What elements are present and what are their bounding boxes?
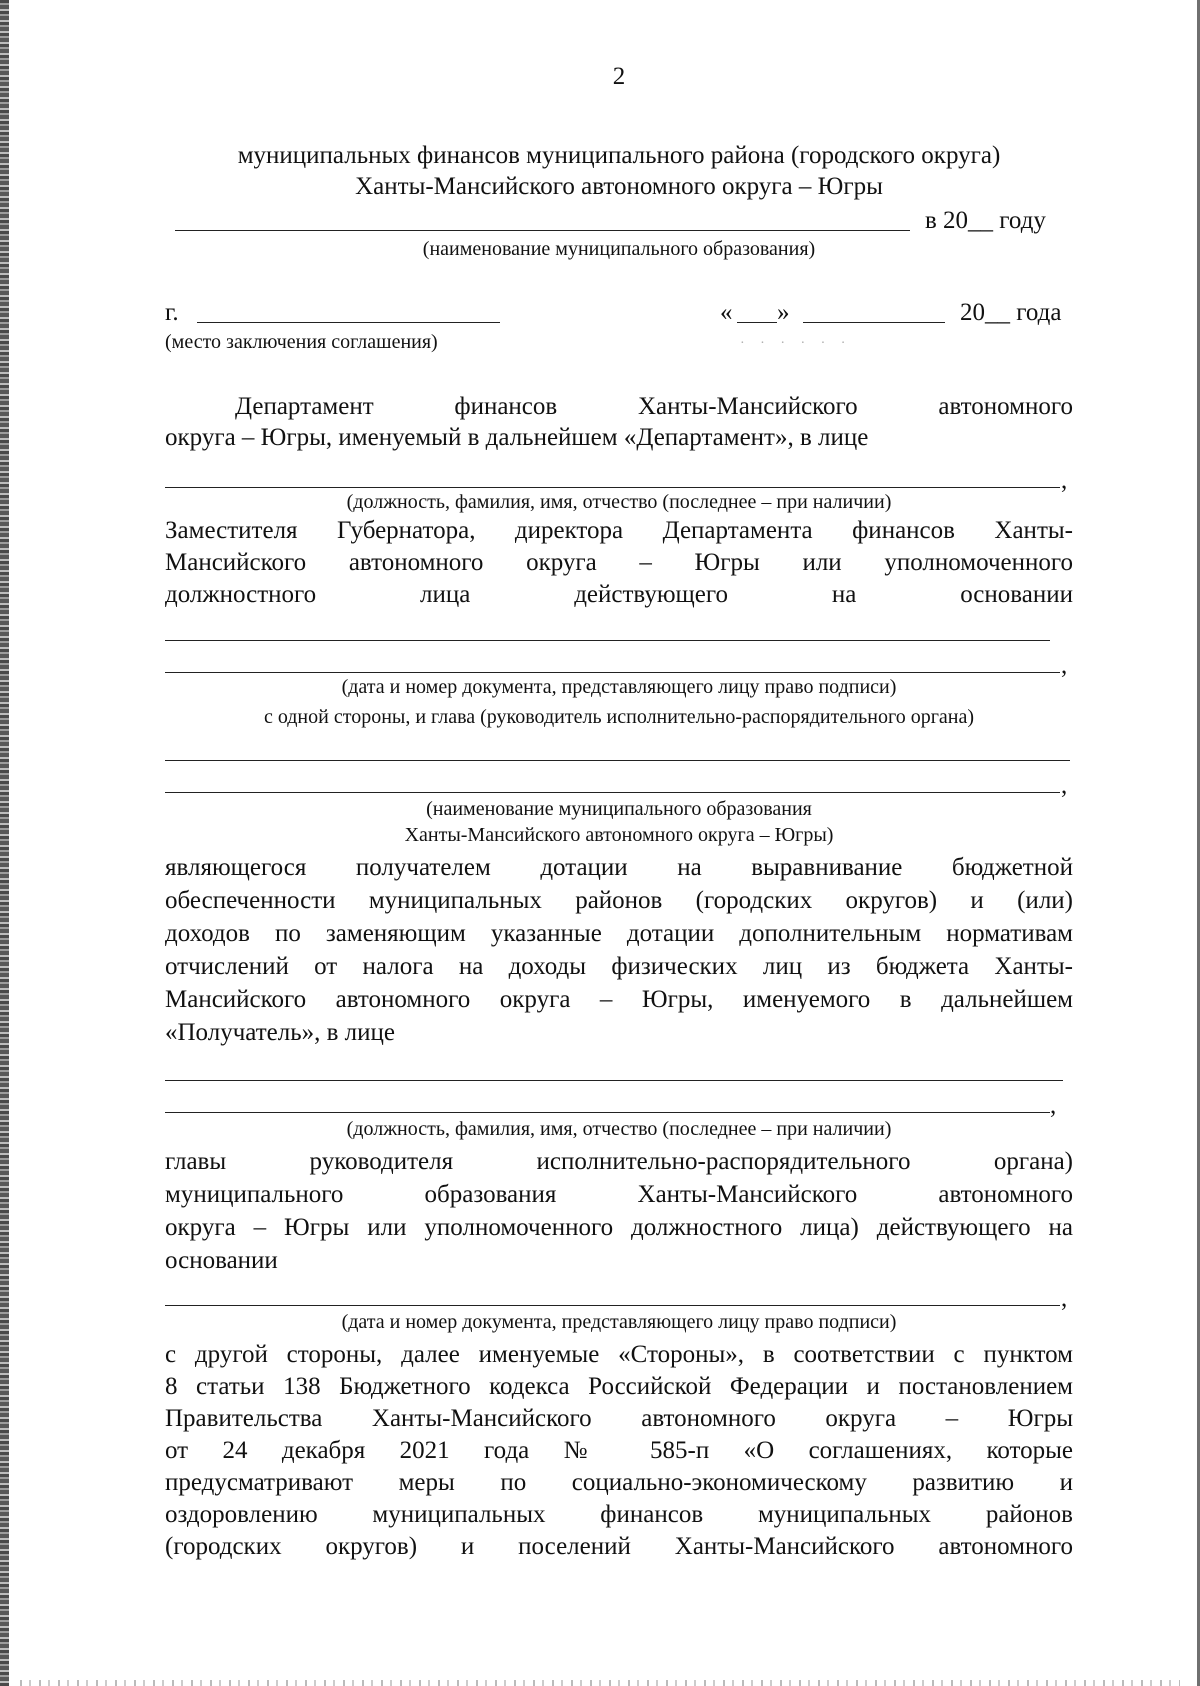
- closing-line-6: оздоровлению муниципальных финансов муниципальных районов: [165, 1501, 1073, 1528]
- comma: ,: [1061, 772, 1068, 799]
- department-line-3: Заместителя Губернатора, директора Департамента финансов Ханты-: [165, 517, 1073, 544]
- date-year: 20__ года: [960, 299, 1062, 326]
- recipient-head-field-1[interactable]: [165, 760, 1070, 761]
- recipient-line-5: Мансийского автономного округа – Югры, именуемого в дальнейшем: [165, 986, 1073, 1013]
- title-line-1: муниципальных финансов муниципального района (городского округа): [237, 142, 1001, 169]
- date-quote-close: »: [777, 299, 790, 326]
- scan-edge-left: [0, 0, 9, 1686]
- scan-speckle: · · · · · ·: [740, 336, 852, 351]
- department-line-1: Департамент финансов Ханты-Мансийского автономного: [235, 393, 1074, 420]
- closing-line-2: 8 статьи 138 Бюджетного кодекса Российской Федерации и постановлением: [165, 1373, 1073, 1400]
- recipient-line-10: основании: [165, 1247, 278, 1274]
- recipient-head-field-2[interactable]: [165, 792, 1060, 793]
- department-doc-hint: (дата и номер документа, представляющего лицу право подписи): [341, 676, 897, 698]
- department-basis-field-1[interactable]: [165, 640, 1050, 641]
- recipient-line-6: «Получатель», в лице: [165, 1019, 396, 1046]
- department-person-hint: (должность, фамилия, имя, отчество (последнее – при наличии): [346, 491, 892, 513]
- closing-line-4: от 24 декабря 2021 года № 585-п «О соглашениях, которые: [165, 1437, 1073, 1464]
- recipient-line-2: обеспеченности муниципальных районов (городских округов) и (или): [165, 887, 1073, 914]
- comma: ,: [1061, 652, 1068, 679]
- side-one-line: с одной стороны, и глава (руководитель исполнительно-распорядительного органа): [263, 706, 975, 728]
- comma: ,: [1061, 467, 1068, 494]
- recipient-person-hint: (должность, фамилия, имя, отчество (последнее – при наличии): [346, 1118, 892, 1140]
- date-month-field[interactable]: [803, 322, 945, 323]
- recipient-line-4: отчислений от налога на доходы физических лиц из бюджета Ханты-: [165, 953, 1073, 980]
- recipient-line-7: главы руководителя исполнительно-распорядительного органа): [165, 1148, 1073, 1175]
- recipient-person-field-1[interactable]: [165, 1080, 1063, 1081]
- recipient-basis-field[interactable]: [165, 1305, 1060, 1306]
- recipient-person-field-2[interactable]: [165, 1112, 1050, 1113]
- municipality-name-hint: (наименование муниципального образования): [422, 238, 816, 260]
- recipient-doc-hint: (дата и номер документа, представляющего лицу право подписи): [341, 1311, 897, 1333]
- recipient-mun-hint-1: (наименование муниципального образования: [426, 798, 812, 820]
- municipality-name-field[interactable]: [175, 230, 910, 231]
- department-basis-field-2[interactable]: [165, 672, 1060, 673]
- title-line-2: Ханты-Мансийского автономного округа – Югры: [355, 173, 883, 200]
- comma: ,: [1050, 1092, 1057, 1119]
- year-suffix: в 20__ году: [925, 207, 1046, 234]
- comma: ,: [1061, 1285, 1068, 1312]
- date-quote-open: «: [720, 299, 733, 326]
- recipient-line-8: муниципального образования Ханты-Мансийского автономного: [165, 1181, 1073, 1208]
- department-line-2: округа – Югры, именуемый в дальнейшем «Департамент», в лице: [165, 424, 869, 451]
- closing-line-1: с другой стороны, далее именуемые «Стороны», в соответствии с пунктом: [165, 1341, 1073, 1368]
- recipient-line-9: округа – Югры или уполномоченного должностного лица) действующего на: [165, 1214, 1073, 1241]
- page-number: 2: [612, 63, 626, 90]
- recipient-line-3: доходов по заменяющим указанные дотации дополнительным нормативам: [165, 920, 1073, 947]
- department-person-field[interactable]: [165, 487, 1060, 488]
- city-prefix: г.: [165, 299, 179, 326]
- recipient-mun-hint-2: Ханты-Мансийского автономного округа – Югры): [404, 824, 834, 846]
- place-hint: (место заключения соглашения): [165, 331, 438, 353]
- scan-bottom-noise: [20, 1680, 1180, 1686]
- closing-line-7: (городских округов) и поселений Ханты-Мансийского автономного: [165, 1533, 1073, 1560]
- recipient-line-1: являющегося получателем дотации на выравнивание бюджетной: [165, 854, 1073, 881]
- date-day-field[interactable]: [737, 322, 777, 323]
- department-line-5: должностного лица действующего на основании: [165, 581, 1073, 608]
- closing-line-5: предусматривают меры по социально-экономическому развитию и: [165, 1469, 1073, 1496]
- department-line-4: Мансийского автономного округа – Югры или уполномоченного: [165, 549, 1073, 576]
- closing-line-3: Правительства Ханты-Мансийского автономного округа – Югры: [165, 1405, 1073, 1432]
- place-field[interactable]: [197, 322, 500, 323]
